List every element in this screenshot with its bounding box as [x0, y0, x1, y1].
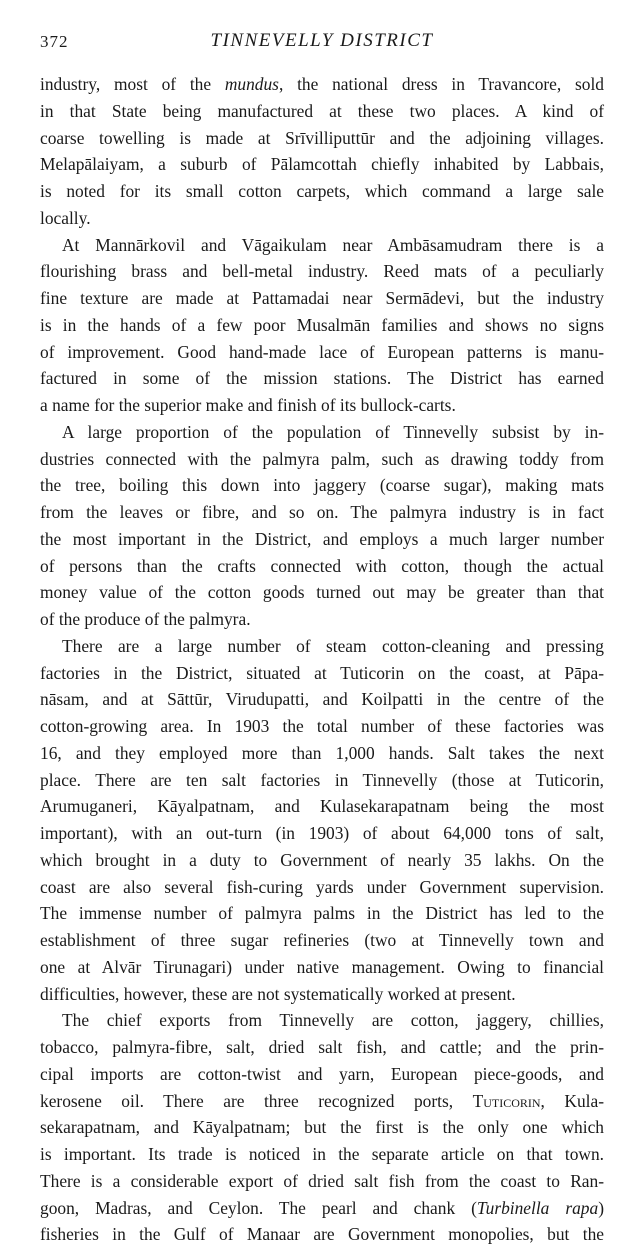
small-caps-term: Tuticorin: [472, 1090, 541, 1111]
text-line: coarse towelling is made at Srīvilliputtūr and the adjoining villages.: [40, 127, 604, 148]
italic-term: Turbinella rapa: [476, 1197, 599, 1218]
text-line: cipal imports are cotton-twist and yarn, European piece-goods, and: [40, 1063, 604, 1084]
text-line: The immense number of palmyra palms in the District has led to the: [40, 903, 604, 924]
text-line: is noted for its small cotton carpets, which command a large sale: [40, 181, 604, 201]
text-line: the tree, boiling this down into jaggery (coarse sugar), making mats: [40, 475, 604, 496]
text-line: which brought in a duty to Government of nearly 35 lakhs. On the: [40, 849, 604, 870]
text-line: is in the hands of a few poor Musalmān families and shows no signs: [40, 314, 604, 335]
text-line: locally.: [40, 207, 91, 228]
text-line: from the leaves or fibre, and so on. The palmyra industry is in fact: [40, 502, 604, 522]
text-line: A large proportion of the population of Tinnevelly subsist by in-: [62, 421, 604, 442]
page-header: [40, 30, 604, 60]
book-page: [40, 30, 604, 1248]
text-line: place. There are ten salt factories in Tinnevelly (those at Tuticorin,: [40, 769, 604, 790]
running-title: TINNEVELLY DISTRICT: [210, 30, 434, 51]
text-line: At Mannārkovil and Vāgaikulam near Ambāsamudram there is a: [62, 234, 604, 255]
text-line: Melapālaiyam, a suburb of Pālamcottah chiefly inhabited by Labbais,: [40, 154, 604, 175]
text-line: one at Alvār Tirunagari) under native management. Owing to financial: [40, 956, 604, 977]
body-text: [40, 71, 604, 1248]
italic-term: mundus: [224, 74, 279, 94]
text-line: of improvement. Good hand-made lace of European patterns is manu-: [40, 341, 604, 362]
text-line: money value of the cotton goods turned out may be greater than that: [40, 582, 604, 603]
text-line: factories in the District, situated at Tuticorin on the coast, at Pāpa-: [40, 662, 604, 683]
text-line: a name for the superior make and finish of its bullock-carts.: [40, 395, 456, 415]
text-line: important), with an out-turn (in 1903) of about 64,000 tons of salt,: [40, 823, 604, 843]
text-line: in that State being manufactured at these two places. A kind of: [40, 100, 604, 121]
text-line: industry, most of the mundus, the national dress in Travancore, sold: [40, 74, 605, 94]
text-line: difficulties, however, these are not systematically worked at present.: [40, 983, 516, 1004]
text-line: kerosene oil. There are three recognized ports, Tuticorin, Kula-: [40, 1090, 604, 1111]
text-line: of persons than the crafts connected with cotton, though the actual: [40, 555, 604, 576]
text-line: establishment of three sugar refineries (two at Tinnevelly town and: [40, 930, 604, 950]
paragraph: [40, 419, 604, 633]
text-line: the most important in the District, and employs a much larger number: [40, 528, 604, 549]
text-line: cotton-growing area. In 1903 the total number of these factories was: [40, 716, 604, 736]
text-line: fisheries in the Gulf of Manaar are Government monopolies, but the: [40, 1224, 604, 1245]
text-line: Arumuganeri, Kāyalpatnam, and Kulasekarapatnam being the most: [40, 796, 604, 817]
paragraph: [40, 1007, 604, 1248]
paragraph: [40, 71, 604, 232]
paragraph: [40, 232, 604, 419]
paragraph: [40, 633, 604, 1008]
text-line: of the produce of the palmyra.: [40, 609, 251, 629]
text-line: is important. Its trade is noticed in the separate article on that town.: [40, 1144, 604, 1164]
text-line: There is a considerable export of dried salt fish from the coast to Ran-: [40, 1170, 604, 1191]
text-line: fine texture are made at Pattamadai near Sermādevi, but the industry: [40, 288, 604, 308]
text-line: nāsam, and at Sāttūr, Virudupatti, and Koilpatti in the centre of the: [40, 689, 604, 710]
text-line: dustries connected with the palmyra palm, such as drawing toddy from: [40, 448, 604, 469]
text-line: factured in some of the mission stations. The District has earned: [40, 368, 604, 389]
text-line: There are a large number of steam cotton-cleaning and pressing: [62, 635, 604, 656]
text-line: tobacco, palmyra-fibre, salt, dried salt fish, and cattle; and the prin-: [40, 1037, 604, 1057]
page-number: 372: [40, 32, 69, 51]
text-line: flourishing brass and bell-metal industry. Reed mats of a peculiarly: [40, 261, 604, 282]
text-line: sekarapatnam, and Kāyalpatnam; but the first is the only one which: [40, 1117, 604, 1138]
text-line: goon, Madras, and Ceylon. The pearl and chank (Turbinella rapa): [40, 1197, 604, 1218]
text-line: The chief exports from Tinnevelly are cotton, jaggery, chillies,: [62, 1010, 604, 1031]
text-line: coast are also several fish-curing yards under Government supervision.: [40, 876, 604, 897]
text-line: 16, and they employed more than 1,000 hands. Salt takes the next: [40, 742, 604, 763]
